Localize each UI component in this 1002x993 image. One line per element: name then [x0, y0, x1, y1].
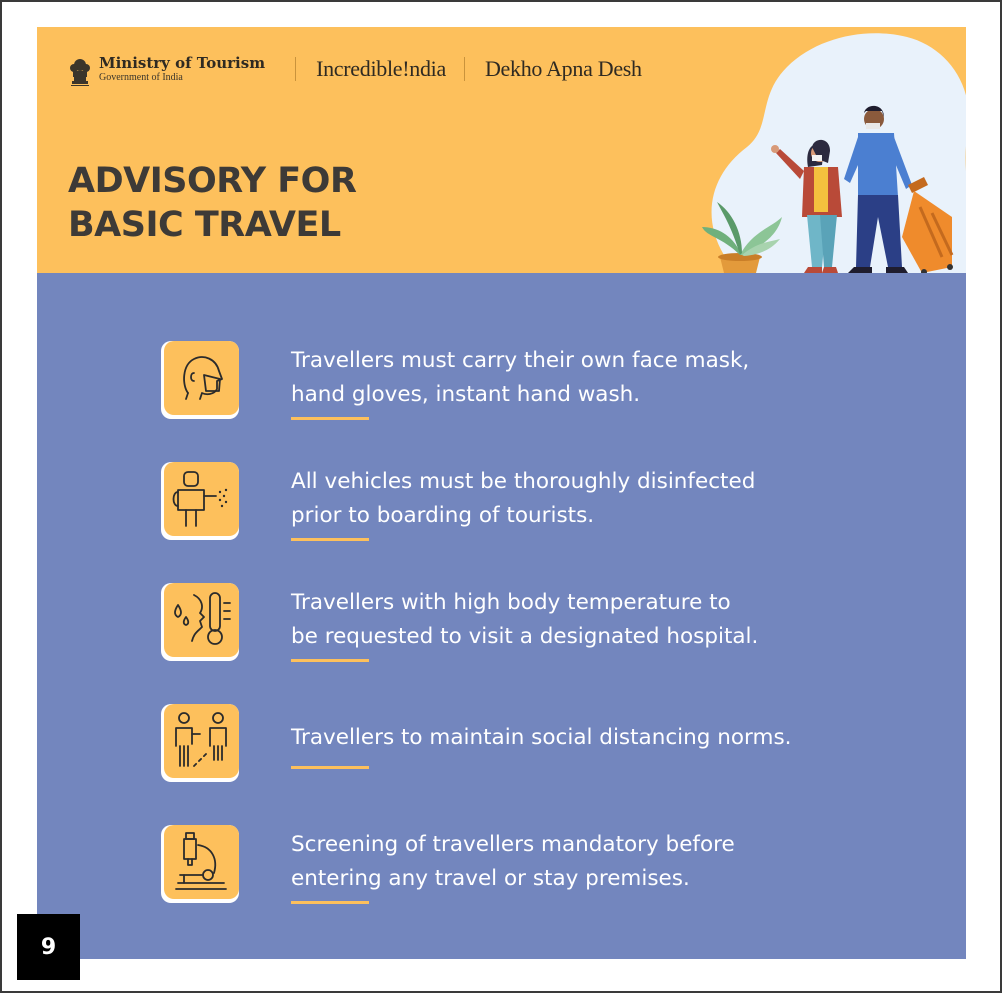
- face-mask-icon: [164, 341, 239, 415]
- logo-row: [69, 49, 642, 89]
- plant-icon: [702, 202, 782, 273]
- page-title: [68, 159, 356, 247]
- incredible-india-logo: Incredible!ndia: [316, 56, 446, 81]
- accent-underline: [291, 901, 369, 904]
- ministry-title: Ministry of Tourism: [99, 53, 266, 72]
- list-item-line: entering any travel or stay premises.: [291, 866, 690, 891]
- accent-underline: [291, 659, 369, 662]
- accent-underline: [291, 766, 369, 769]
- list-item-text: [291, 465, 931, 533]
- dekho-apna-desh-logo: Dekho Apna Desh: [484, 56, 642, 81]
- ministry-subtitle: Government of India: [99, 71, 183, 83]
- list-item-line: be requested to visit a designated hospital.: [291, 624, 759, 649]
- list-item-line: Screening of travellers mandatory before: [291, 832, 735, 857]
- list-item: [161, 583, 941, 683]
- list-item-text: [291, 344, 931, 412]
- woman-traveller: [771, 140, 842, 273]
- list-item-text: [291, 828, 931, 896]
- list-item-text: [291, 586, 931, 654]
- list-item: [161, 704, 941, 804]
- accent-underline: [291, 538, 369, 541]
- list-item-line: Travellers to maintain social distancing norms.: [291, 725, 792, 750]
- list-item-line: Travellers must carry their own face mask,: [291, 348, 750, 373]
- list-item-line: All vehicles must be thoroughly disinfected: [291, 469, 756, 494]
- list-item-line: hand gloves, instant hand wash.: [291, 382, 641, 407]
- ministry-logo-text: [99, 53, 266, 83]
- icon-tile: [161, 704, 239, 782]
- travellers-illustration: [662, 67, 962, 273]
- logo-divider: [464, 57, 465, 81]
- advisory-list: [37, 273, 966, 959]
- advisory-poster: [37, 27, 966, 959]
- icon-tile: [161, 583, 239, 661]
- fever-thermometer-icon: [164, 583, 239, 657]
- icon-tile: [161, 462, 239, 540]
- social-distancing-icon: [164, 704, 239, 778]
- list-item-line: prior to boarding of tourists.: [291, 503, 595, 528]
- disinfection-spray-icon: [164, 462, 239, 536]
- title-line-2: BASIC TRAVEL: [68, 205, 341, 245]
- icon-tile: [161, 825, 239, 903]
- man-traveller: [844, 106, 912, 273]
- list-item: [161, 341, 941, 441]
- microscope-icon: [164, 825, 239, 899]
- list-item-line: Travellers with high body temperature to: [291, 590, 731, 615]
- list-item-text: [291, 721, 931, 755]
- title-line-1: ADVISORY FOR: [68, 161, 357, 201]
- icon-tile: [161, 341, 239, 419]
- page-number: 9: [17, 914, 80, 980]
- poster-header: [37, 27, 966, 273]
- list-item: [161, 825, 941, 925]
- suitcase-icon: [902, 177, 953, 273]
- logo-divider: [295, 57, 296, 81]
- national-emblem-icon: [69, 51, 91, 87]
- accent-underline: [291, 417, 369, 420]
- list-item: [161, 462, 941, 562]
